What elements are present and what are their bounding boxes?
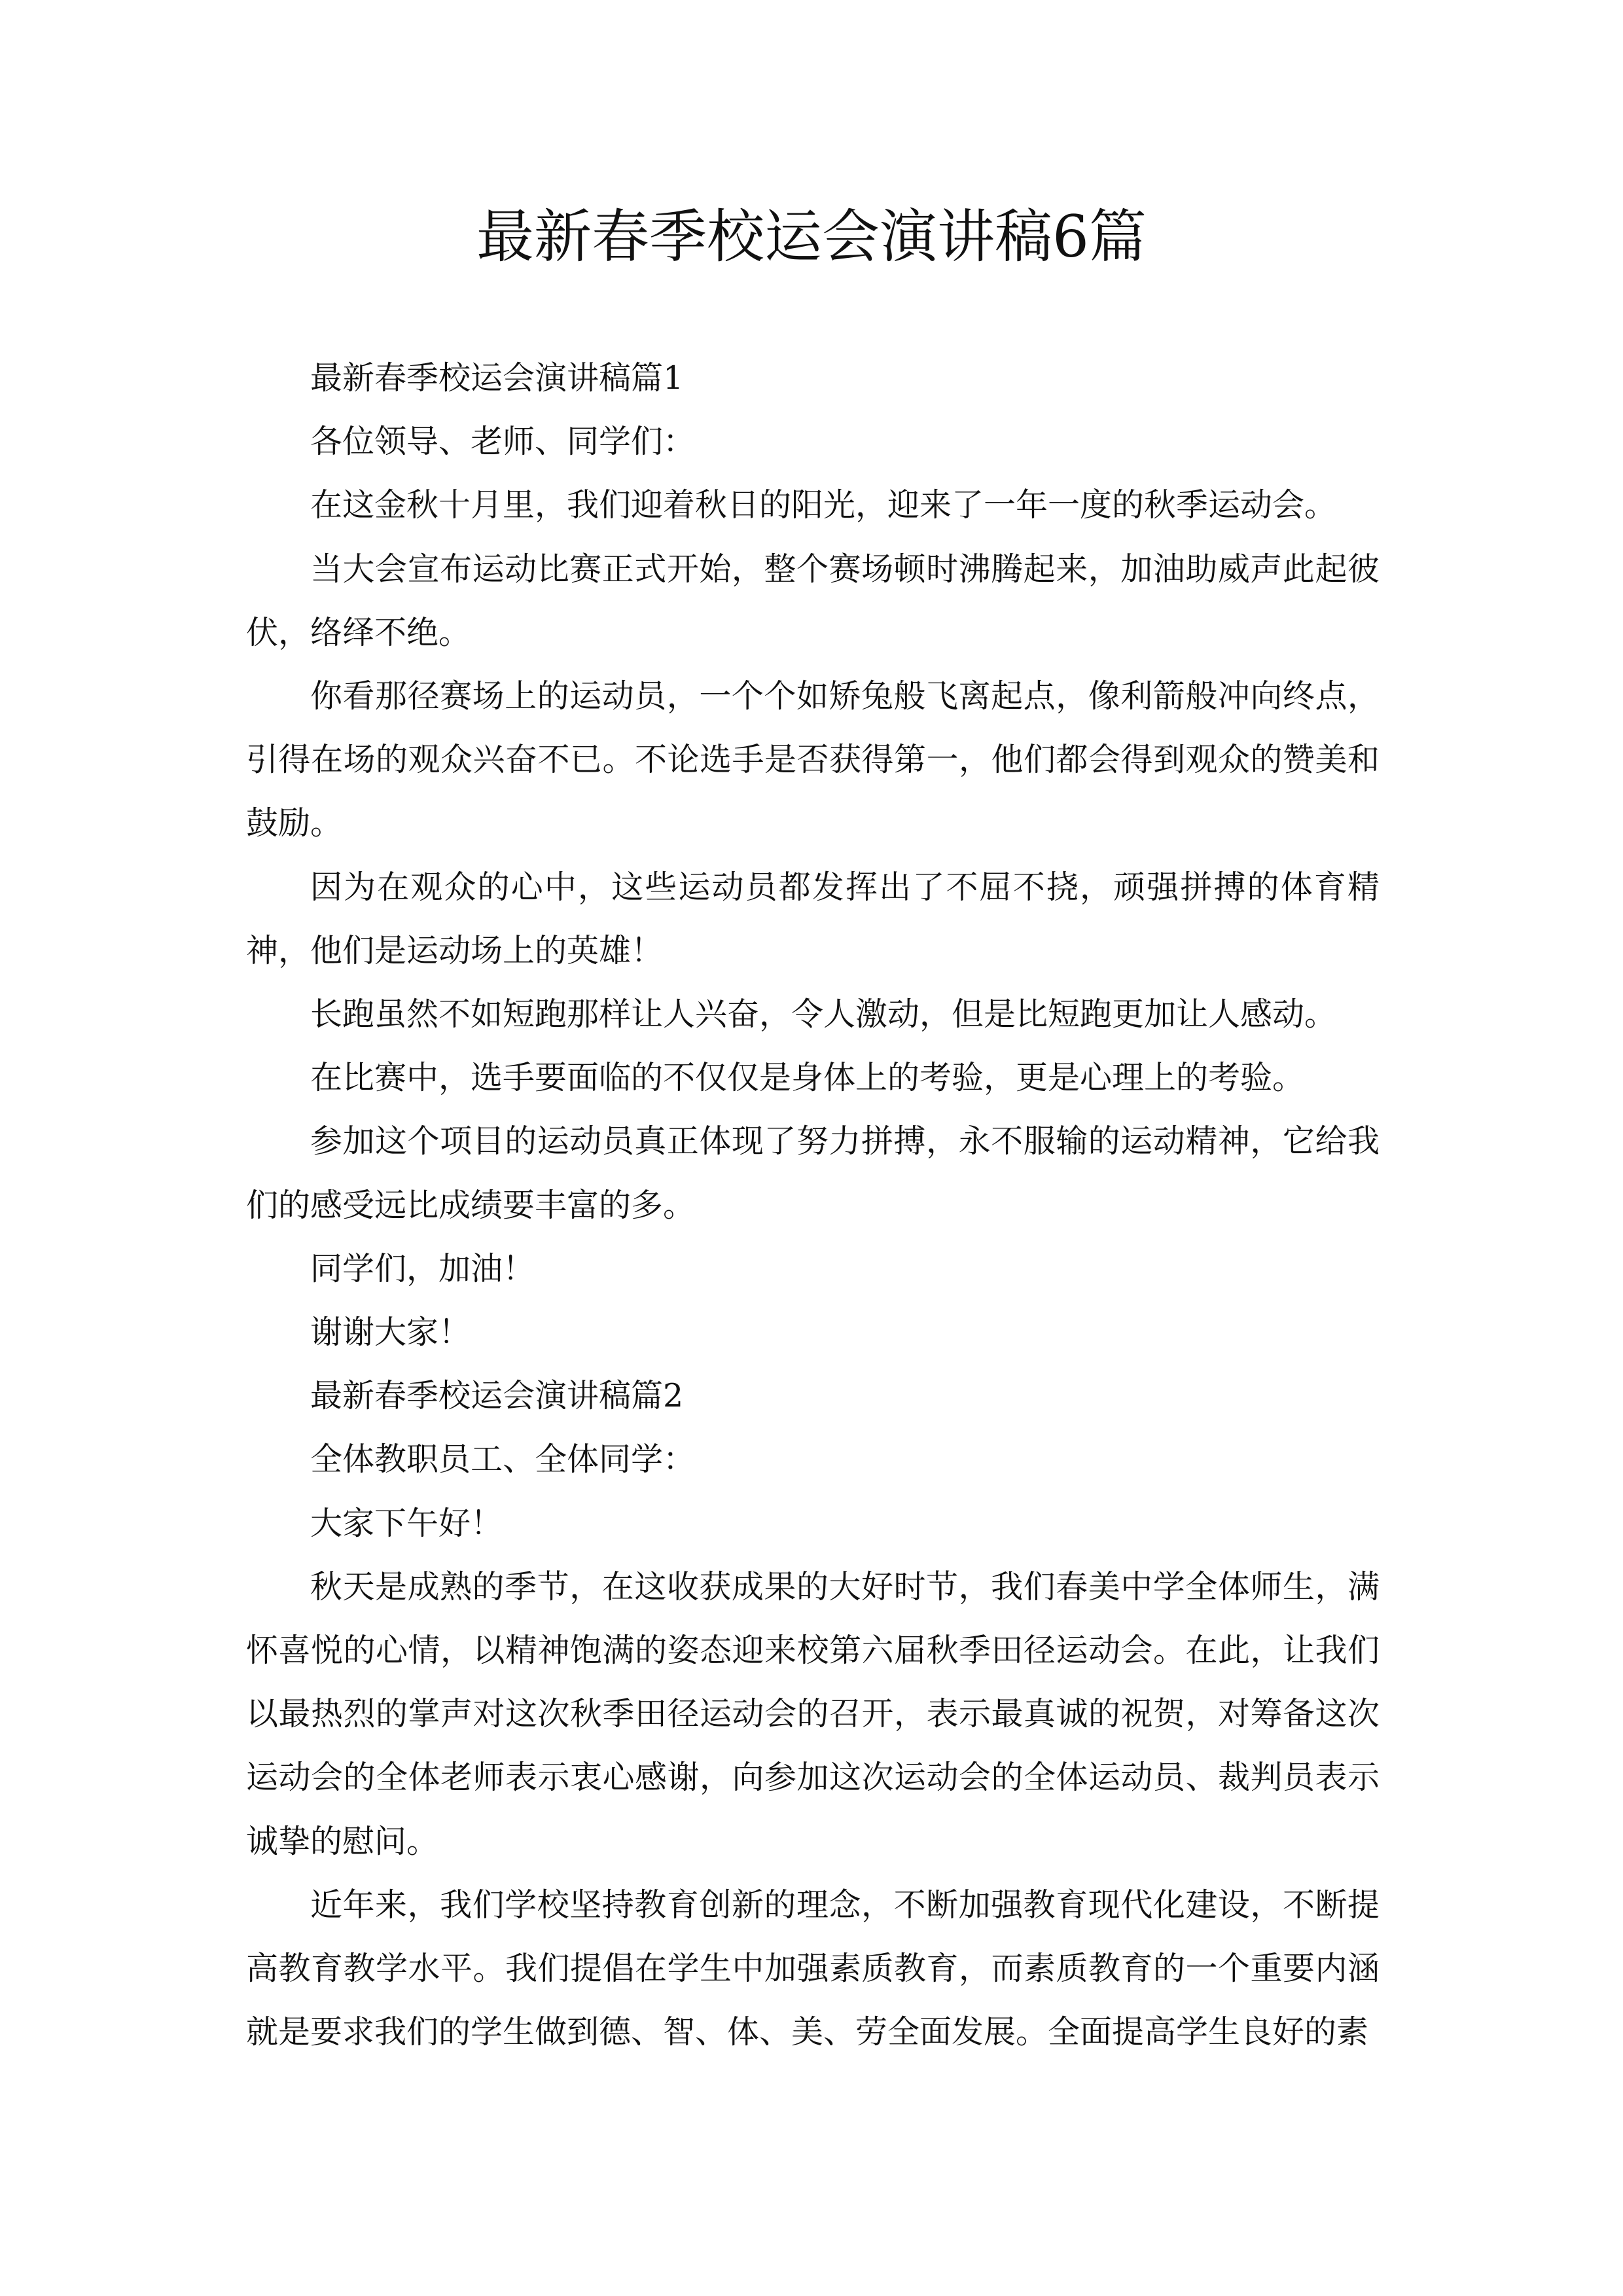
paragraph: 长跑虽然不如短跑那样让人兴奋，令人激动，但是比短跑更加让人感动。 <box>310 996 1337 1033</box>
document-title: 最新春季校运会演讲稿6篇 <box>476 203 1147 270</box>
paragraph: 当大会宣布运动比赛正式开始，整个赛场顿时沸腾起来，加油助威声此起彼伏，络绎不绝。 <box>246 550 1380 651</box>
paragraph: 同学们，加油！ <box>310 1249 535 1287</box>
paragraph: 在这金秋十月里，我们迎着秋日的阳光，迎来了一年一度的秋季运动会。 <box>310 486 1337 524</box>
section-heading: 最新春季校运会演讲稿篇1 <box>310 359 684 397</box>
paragraph: 大家下午好！ <box>310 1504 503 1542</box>
paragraph: 因为在观众的心中，这些运动员都发挥出了不屈不挠，顽强拼搏的体育精神，他们是运动场上的英雄！ <box>246 868 1380 969</box>
paragraph: 近年来，我们学校坚持教育创新的理念，不断加强教育现代化建设，不断提高教育教学水平。我们提倡在学生中加强素质教育，而素质教育的一个重要内涵就是要求我们的学生做到德、智、体、美、劳全面发展。全面提高学生良好的素 <box>246 1886 1380 2051</box>
document-body <box>246 346 1380 2064</box>
paragraph: 秋天是成熟的季节，在这收获成果的大好时节，我们春美中学全体师生，满怀喜悦的心情，以精神饱满的姿态迎来校第六届秋季田径运动会。在此，让我们以最热烈的掌声对这次秋季田径运动会的召开，表示最真诚的祝贺，对筹备这次运动会的全体老师表示衷心感谢，向参加这次运动会的全体运动员、裁判员表示诚挚的慰问。 <box>246 1568 1380 1860</box>
paragraph: 你看那径赛场上的运动员，一个个如矫兔般飞离起点，像利箭般冲向终点，引得在场的观众兴奋不已。不论选手是否获得第一，他们都会得到观众的赞美和鼓励。 <box>246 677 1380 842</box>
paragraph: 谢谢大家！ <box>310 1314 471 1352</box>
paragraph: 参加这个项目的运动员真正体现了努力拼搏，永不服输的运动精神，它给我们的感受远比成绩要丰富的多。 <box>246 1122 1380 1224</box>
section-heading: 最新春季校运会演讲稿篇2 <box>310 1377 684 1415</box>
paragraph: 各位领导、老师、同学们： <box>310 423 696 461</box>
paragraph: 在比赛中，选手要面临的不仅仅是身体上的考验，更是心理上的考验。 <box>310 1059 1305 1097</box>
paragraph: 全体教职员工、全体同学： <box>310 1441 696 1479</box>
